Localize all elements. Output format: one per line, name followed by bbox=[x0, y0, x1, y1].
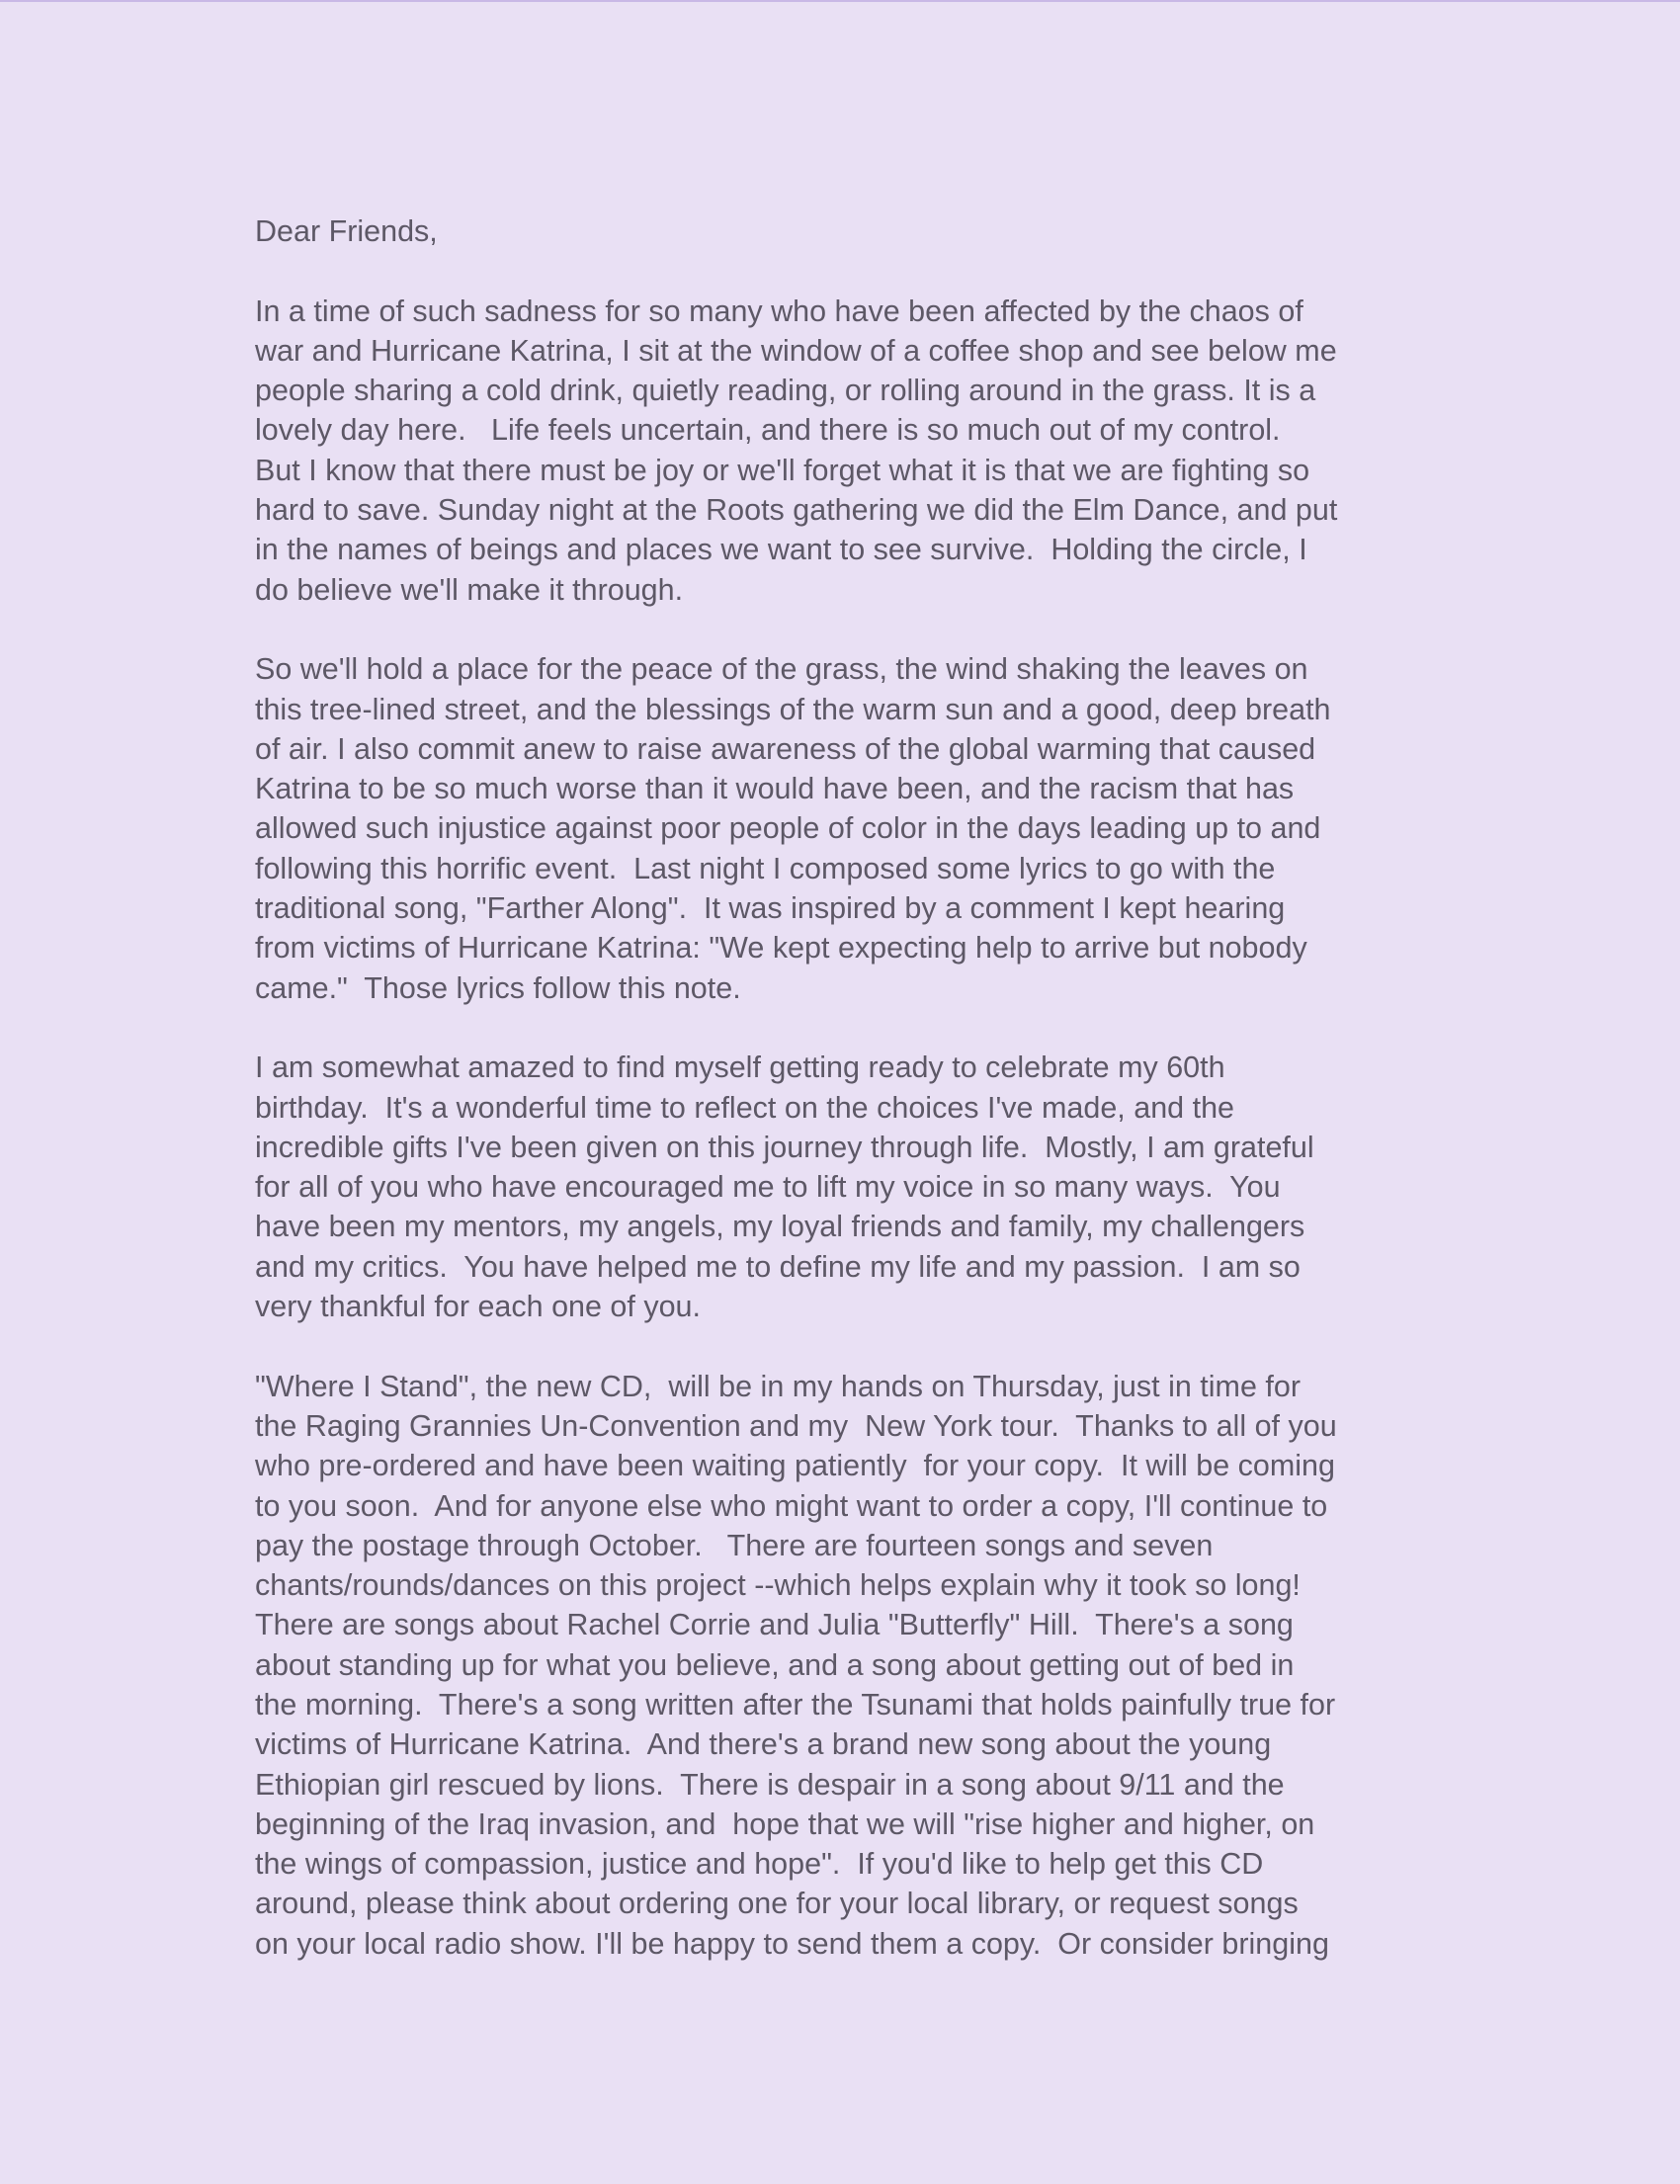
paragraph-line: In a time of such sadness for so many who have been affected by the chaos of bbox=[255, 294, 1303, 328]
paragraph-line: who pre-ordered and have been waiting patiently for your copy. It will be coming bbox=[255, 1449, 1335, 1483]
paragraph-line: following this horrific event. Last night I composed some lyrics to go with the bbox=[255, 851, 1276, 885]
paragraph-line: chants/rounds/dances on this project --which helps explain why it took so long! bbox=[255, 1568, 1301, 1603]
paragraph-line: war and Hurricane Katrina, I sit at the window of a coffee shop and see below me bbox=[255, 333, 1337, 368]
paragraph-line: "Where I Stand", the new CD, will be in my hands on Thursday, just in time for bbox=[255, 1369, 1301, 1403]
paragraph-1 bbox=[255, 292, 1480, 610]
paragraph-line: do believe we'll make it through. bbox=[255, 572, 684, 607]
paragraph-line: and my critics. You have helped me to define my life and my passion. I am so bbox=[255, 1249, 1301, 1284]
paragraph-line: victims of Hurricane Katrina. And there's a brand new song about the young bbox=[255, 1727, 1272, 1762]
paragraph-line: this tree-lined street, and the blessings of the warm sun and a good, deep breath bbox=[255, 692, 1331, 726]
paragraph-line: around, please think about ordering one for your local library, or request songs bbox=[255, 1887, 1299, 1921]
paragraph-line: There are songs about Rachel Corrie and Julia "Butterfly" Hill. There's a song bbox=[255, 1608, 1294, 1642]
paragraph-line: I am somewhat amazed to find myself getting ready to celebrate my 60th bbox=[255, 1050, 1225, 1085]
paragraph-line: hard to save. Sunday night at the Roots gathering we did the Elm Dance, and put bbox=[255, 493, 1338, 528]
paragraph-line: incredible gifts I've been given on this journey through life. Mostly, I am grateful bbox=[255, 1130, 1314, 1164]
paragraph-line: have been my mentors, my angels, my loyal friends and family, my challengers bbox=[255, 1210, 1305, 1244]
paragraph-line: the wings of compassion, justice and hope". If you'd like to help get this CD bbox=[255, 1847, 1264, 1882]
paragraph-line: to you soon. And for anyone else who might want to order a copy, I'll continue to bbox=[255, 1488, 1328, 1523]
paragraph-line: lovely day here. Life feels uncertain, and there is so much out of my control. bbox=[255, 413, 1281, 448]
paragraph-line: the morning. There's a song written after the Tsunami that holds painfully true for bbox=[255, 1687, 1336, 1722]
paragraph-line: on your local radio show. I'll be happy to send them a copy. Or consider bringing bbox=[255, 1926, 1329, 1961]
paragraph-3 bbox=[255, 1048, 1480, 1326]
paragraph-line: Katrina to be so much worse than it would have been, and the racism that has bbox=[255, 772, 1295, 806]
paragraph-line: in the names of beings and places we want to see survive. Holding the circle, I bbox=[255, 533, 1307, 567]
letter-paragraphs bbox=[255, 292, 1480, 1964]
paragraph-line: very thankful for each one of you. bbox=[255, 1290, 701, 1324]
paragraph-line: came." Those lyrics follow this note. bbox=[255, 970, 741, 1005]
salutation-block bbox=[255, 211, 1480, 251]
paragraph-4 bbox=[255, 1367, 1480, 1964]
paragraph-line: birthday. It's a wonderful time to reflect on the choices I've made, and the bbox=[255, 1090, 1234, 1125]
paragraph-line: about standing up for what you believe, and a song about getting out of bed in bbox=[255, 1647, 1295, 1682]
paragraph-line: Ethiopian girl rescued by lions. There is despair in a song about 9/11 and the bbox=[255, 1767, 1285, 1802]
paragraph-line: of air. I also commit anew to raise awareness of the global warming that caused bbox=[255, 731, 1316, 766]
paragraph-line: pay the postage through October. There are fourteen songs and seven bbox=[255, 1528, 1214, 1562]
paragraph-line: So we'll hold a place for the peace of the grass, the wind shaking the leaves on bbox=[255, 652, 1308, 687]
paragraph-line: But I know that there must be joy or we'll forget what it is that we are fighting so bbox=[255, 453, 1310, 487]
paragraph-line: traditional song, "Farther Along". It was inspired by a comment I kept hearing bbox=[255, 891, 1286, 926]
paragraph-line: beginning of the Iraq invasion, and hope that we will "rise higher and higher, on bbox=[255, 1806, 1315, 1841]
paragraph-line: allowed such injustice against poor people of color in the days leading up to and bbox=[255, 811, 1321, 846]
paragraph-line: from victims of Hurricane Katrina: "We kept expecting help to arrive but nobody bbox=[255, 931, 1307, 966]
paragraph-line: people sharing a cold drink, quietly reading, or rolling around in the grass. It is a bbox=[255, 374, 1316, 408]
salutation: Dear Friends, bbox=[255, 214, 438, 248]
paragraph-line: the Raging Grannies Un-Convention and my New York tour. Thanks to all of you bbox=[255, 1408, 1337, 1443]
paragraph-line: for all of you who have encouraged me to lift my voice in so many ways. You bbox=[255, 1170, 1281, 1205]
letter-body bbox=[255, 211, 1480, 2003]
paragraph-2 bbox=[255, 649, 1480, 1008]
